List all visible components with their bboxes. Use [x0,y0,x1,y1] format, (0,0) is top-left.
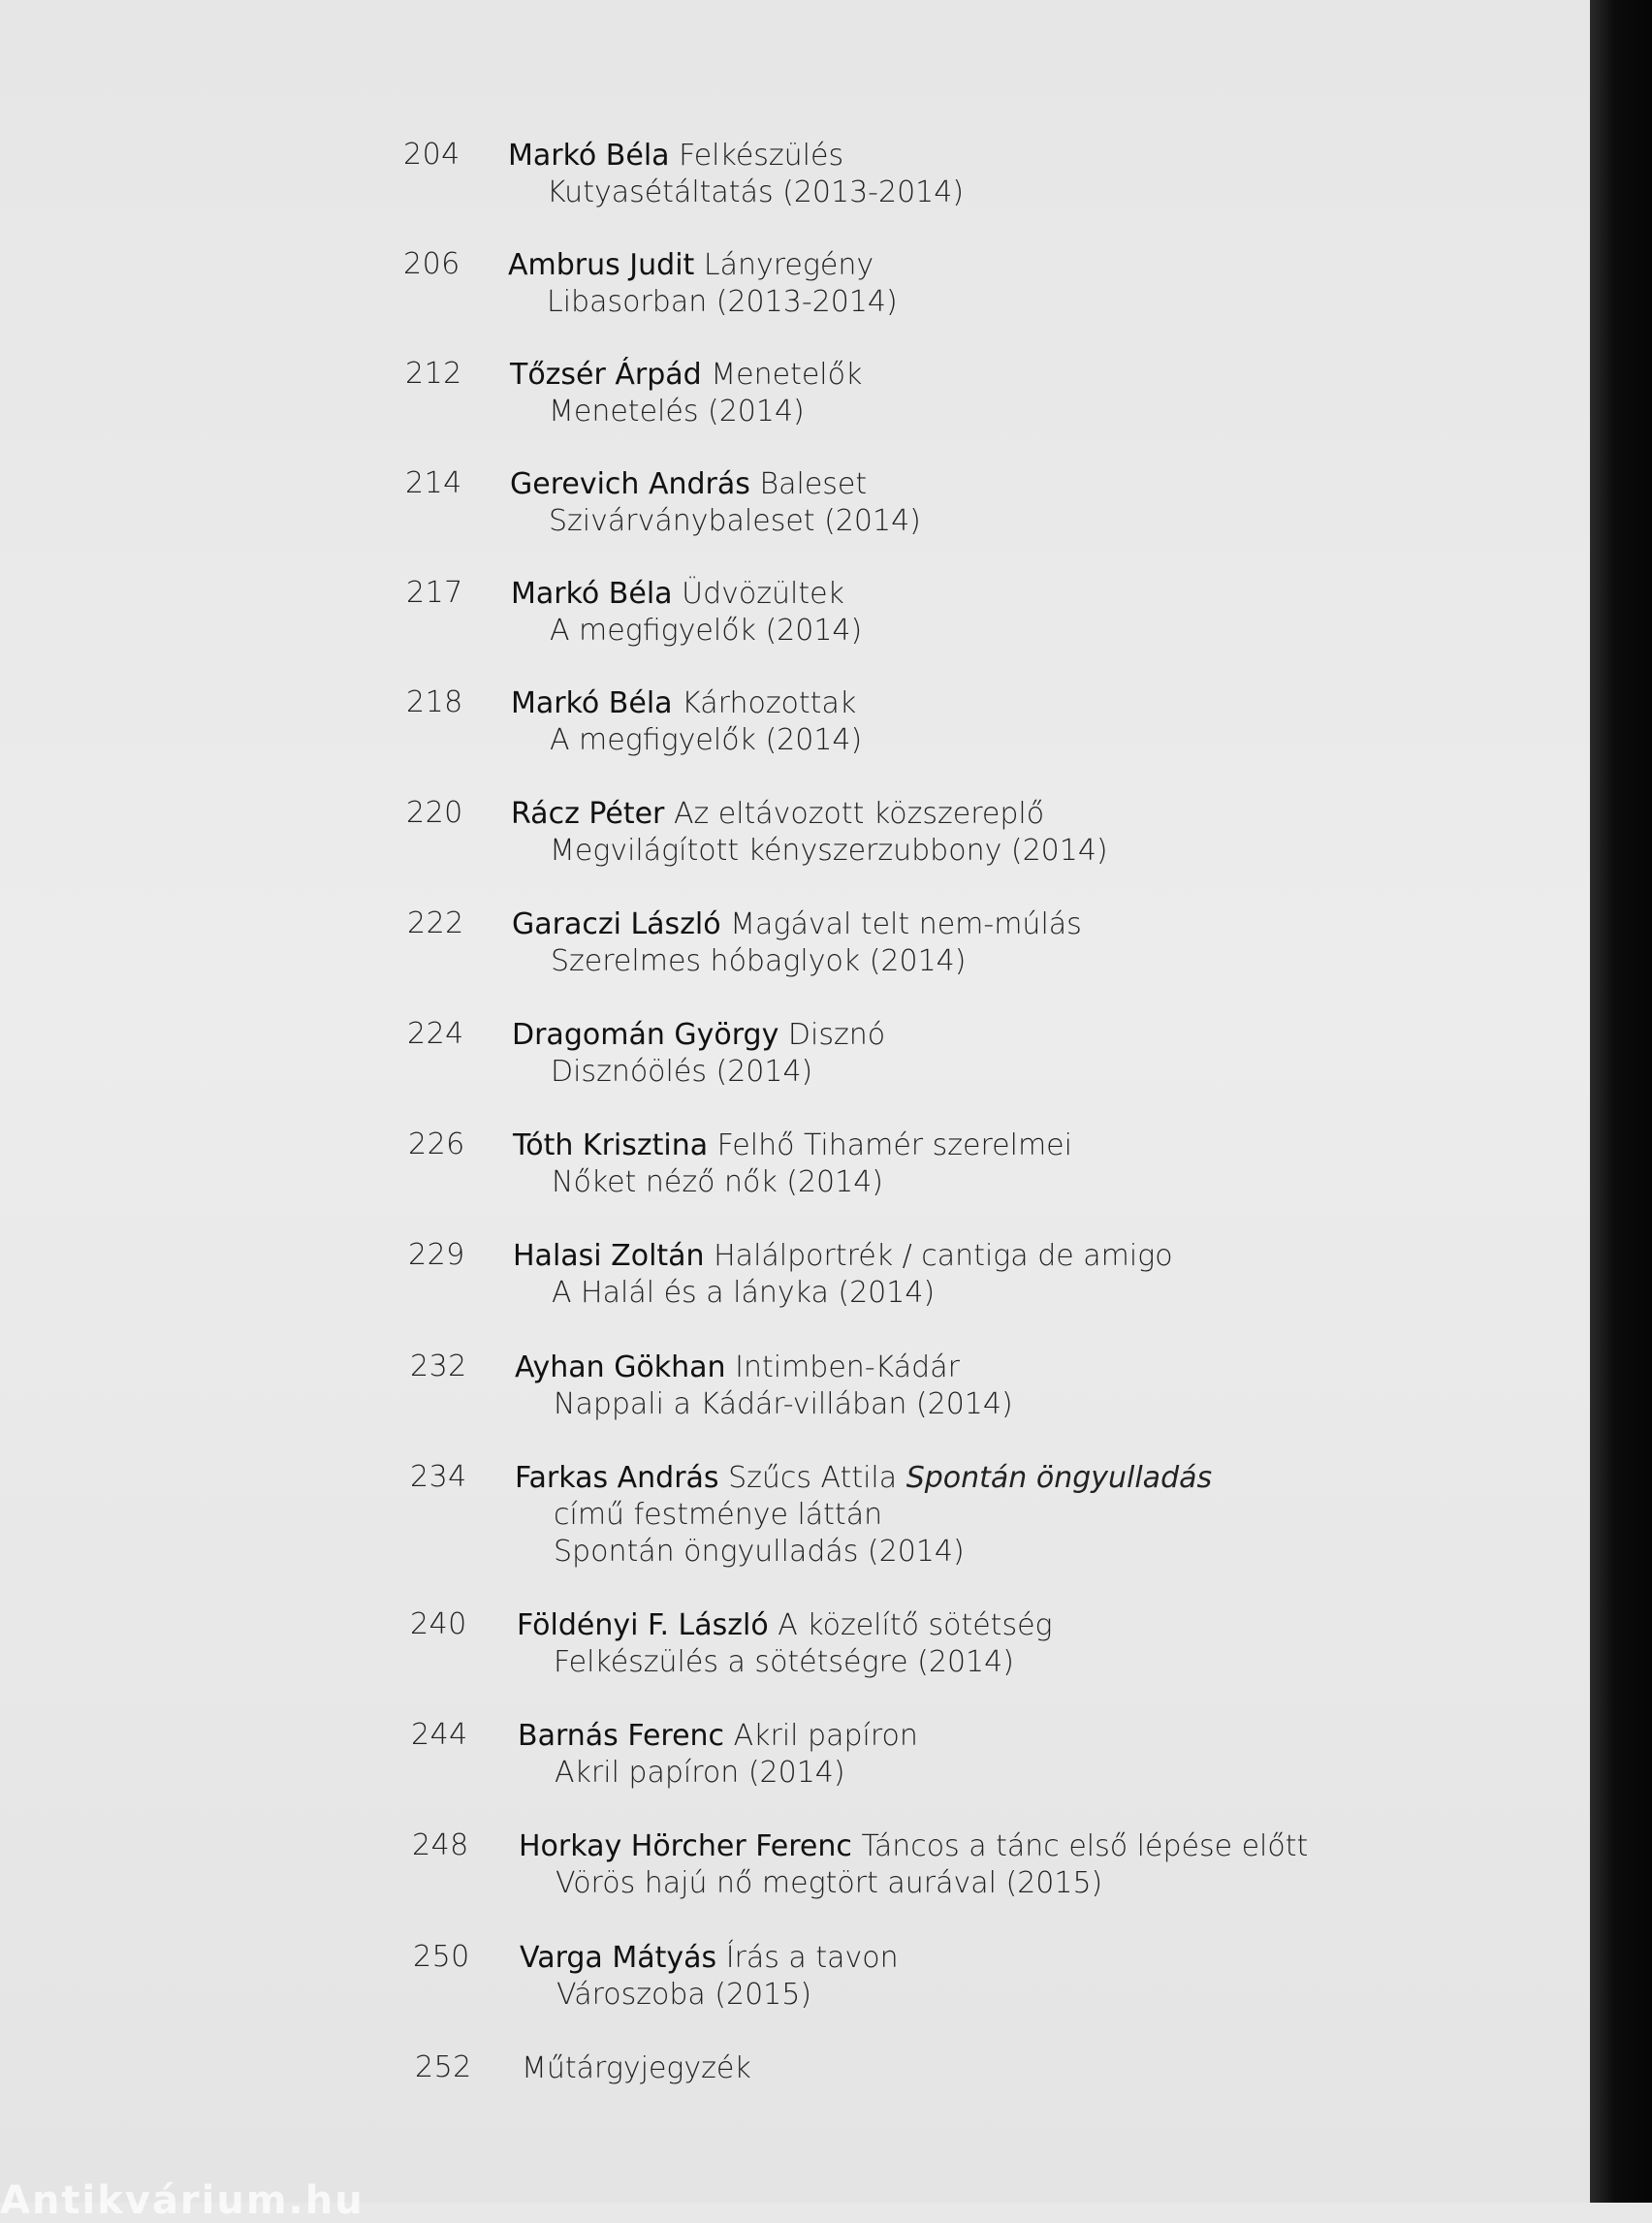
toc-entry [403,132,1615,248]
entry-author: Rácz Péter [511,797,665,831]
toc-entry [410,1454,1622,1609]
page-number: 217 [406,576,463,610]
entry-heading [513,1127,1072,1164]
entry-heading [511,796,1044,833]
page-number: 218 [406,685,463,719]
toc-entry [406,790,1618,906]
entry-author: Varga Mátyás [520,1941,717,1975]
entry-title: Felhő Tihamér szerelmei [716,1128,1072,1162]
entry-author: Tőzsér Árpád [510,358,702,392]
entry-author: Ayhan Gökhan [515,1350,726,1384]
entry-title: Írás a tavon [725,1941,899,1975]
page-number: 204 [403,138,461,172]
toc-entry [406,680,1618,796]
entry-title: Akril papíron [733,1719,918,1753]
entry-author: Markó Béla [508,139,670,173]
entry-heading [519,1828,1308,1865]
entry-title: Szűcs Attila [728,1461,898,1495]
toc-entry [412,1823,1624,1939]
toc-entry [411,1712,1623,1828]
entry-heading [512,1017,885,1054]
entry-heading [522,2050,751,2087]
entry-heading [508,247,874,284]
entry-subtitle: Megvilágított kényszerzubbony (2014) [550,834,1108,868]
entry-author: Markó Béla [511,686,673,720]
page-number: 229 [408,1238,465,1272]
entry-heading [510,466,867,503]
entry-heading [517,1607,1053,1644]
toc-entry [406,570,1618,686]
page-number: 212 [405,357,462,391]
entry-title: Műtárgyjegyzék [522,2051,751,2085]
toc-entry [408,1122,1620,1238]
entry-author: Barnás Ferenc [518,1719,725,1753]
entry-author: Gerevich András [510,467,750,501]
toc-entry [407,901,1619,1017]
entry-title: Menetelők [711,358,863,392]
entry-subtitle: A Halál és a lányka (2014) [552,1276,936,1310]
entry-subtitle: Spontán öngyulladás (2014) [554,1535,965,1569]
entry-heading [513,1238,1173,1275]
toc-entry [407,1011,1619,1127]
page-number: 248 [412,1828,469,1862]
entry-author: Dragomán György [512,1018,779,1052]
entry-subtitle: Városzoba (2015) [556,1978,812,2012]
entry-author: Földényi F. László [517,1608,769,1642]
entry-author: Ambrus Judit [508,248,695,282]
entry-title: Baleset [759,467,868,501]
entry-subtitle: Szivárványbaleset (2014) [549,504,921,538]
entry-author: Horkay Hörcher Ferenc [519,1829,852,1863]
entry-title: Az eltávozott közszereplő [673,797,1045,831]
toc-entry [410,1344,1622,1460]
entry-subtitle: A megfigyelők (2014) [550,723,863,757]
entry-title: Felkészülés [679,139,844,173]
entry-title: A közelítő sötétség [778,1608,1053,1642]
toc-entry [403,241,1615,358]
toc-entry [405,460,1617,577]
page-number: 232 [410,1350,467,1383]
entry-subtitle: Kutyasétáltatás (2013-2014) [547,175,965,209]
entry-title-italic: Spontán öngyulladás [905,1461,1213,1495]
page-number: 250 [413,1940,470,1974]
entry-title: Lányregény [703,248,874,282]
entry-heading [508,138,843,175]
page-number: 244 [411,1718,468,1752]
page-number: 220 [406,796,463,830]
watermark-text: Antikvárium.hu [0,2178,365,2223]
entry-subtitle: A megfigyelők (2014) [550,614,863,648]
entry-subtitle: Vörös hajú nő megtört aurával (2015) [556,1866,1103,1900]
entry-subtitle: Akril papíron (2014) [555,1756,845,1790]
page-number: 226 [408,1127,465,1161]
page-number: 214 [405,466,462,500]
entry-heading [511,576,844,613]
page-number: 222 [407,906,464,940]
toc-entry [415,2045,1627,2103]
entry-author: Tóth Krisztina [513,1128,709,1162]
page-number: 206 [403,247,461,281]
entry-title: Intimben-Kádár [735,1350,960,1384]
toc-entry [408,1232,1620,1349]
entry-title: Magával telt nem-múlás [730,907,1082,941]
entry-author: Halasi Zoltán [513,1239,705,1273]
entry-subtitle: Disznóölés (2014) [551,1055,813,1089]
page-number: 240 [410,1607,467,1641]
entry-heading [515,1460,1212,1497]
entry-title: Táncos a tánc első lépése előtt [861,1829,1309,1863]
entry-title: Kárhozottak [682,686,857,720]
entry-title-continuation: című festménye láttán [554,1498,883,1532]
entry-subtitle: Felkészülés a sötétségre (2014) [554,1645,1014,1679]
entry-author: Garaczi László [512,907,721,941]
entry-heading [512,906,1082,943]
entry-subtitle: Nőket néző nők (2014) [552,1165,883,1199]
entry-subtitle: Libasorban (2013-2014) [547,285,898,319]
entry-title: Üdvözültek [682,577,844,611]
entry-heading [520,1940,899,1977]
entry-author: Markó Béla [511,577,673,611]
entry-heading [511,685,856,722]
entry-subtitle: Szerelmes hóbaglyok (2014) [551,944,967,978]
entry-author: Farkas András [515,1461,719,1495]
entry-heading [515,1350,960,1386]
entry-title: Halálportrék / cantiga de amigo [714,1239,1173,1273]
entry-subtitle: Menetelés (2014) [549,395,805,429]
toc-entry [413,1934,1625,2050]
entry-title: Disznó [787,1018,886,1052]
toc-entry [410,1602,1622,1718]
page-number: 234 [410,1460,467,1494]
page-number: 252 [415,2050,472,2084]
entry-subtitle: Nappali a Kádár-villában (2014) [554,1387,1013,1421]
entry-heading [510,357,862,394]
toc-entry [405,351,1617,467]
entry-heading [518,1718,918,1755]
page-number: 224 [407,1017,464,1051]
